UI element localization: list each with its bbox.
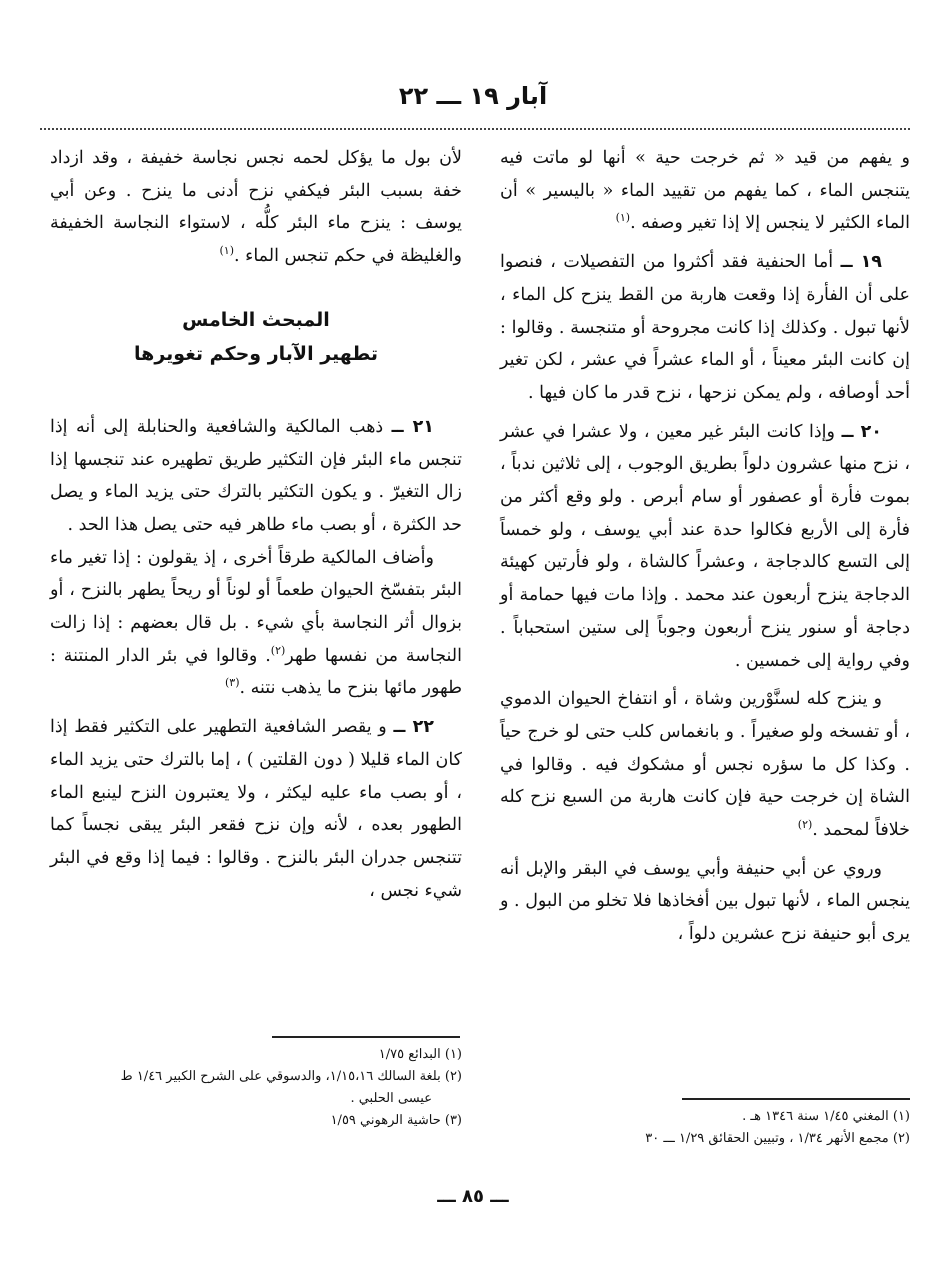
footnote: (٣) حاشية الرهوني ١/٥٩ [330, 1113, 462, 1128]
paragraph-number: ٢٠ ــ [841, 421, 882, 442]
paragraph-number: ٢١ ــ [391, 416, 434, 437]
footnote: (١) البدائع ١/٧٥ [378, 1047, 462, 1062]
footnote-ref[interactable]: (٢) [270, 643, 286, 657]
footnote-ref[interactable]: (١) [219, 244, 234, 258]
paragraph: و ينزح كله لسنَّوْرين وشاة ، أو انتفاخ الحيوان الدموي ، أو تفسخه ولو صغيراً . و بانغماس كلب حتى لو خرج حياً . وكذا كل ما سؤره نجس أو مشكوك فيه . وقالوا في الشاة إن خرجت حية فإن كانت هاربة من السبع نزح كله خلافاً لمحمد .$^{(٢)}$ [500, 689, 910, 841]
footnote-ref[interactable]: (٣) [224, 676, 240, 690]
page-number: ـــ ٨٥ ـــ [437, 1186, 509, 1207]
footnote: (٢) بلغة السالك ١/١٥،١٦، والدسوقي على الشرح الكبير ١/٤٦ ط [120, 1069, 462, 1084]
footnote-divider-right [682, 1098, 910, 1100]
paragraph-22: ٢٢ ــ و يقصر الشافعية التطهير على التكثير فقط إذا كان الماء قليلا ( دون القلتين ) ، إما بالترك حتى يزيد الماء ، أو بصب ماء عليه ليكثر ، ولا يعتبرون النزح لينبع الماء الطهور بعده ، لأنه وإن نزح فقعر البئر يبقى نجساً كما تتنجس جدران البئر بالنزح . وقالوا : فيما إذا وقع في البئر شيء نجس ، [50, 717, 462, 901]
paragraph-20: ٢٠ ــ وإذا كانت البئر غير معين ، ولا عشرا في عشر ، نزح منها عشرون دلواً بطريق الوجوب ، إلى ثلاثين ندباً ، بموت فأرة أو عصفور أو سام أبرص . ولو وقع أكثر من فأرة إلى الأربع فكالوا حدة عند أبي يوسف ، ولو خمساً إلى التسع كالدجاجة ، وعشراً كالشاة ، ولو فأرتين كهيئة الدجاجة ينزح أربعون عند محمد . وإذا مات فيها حمامة أو دجاجة أو سنور ينزح أربعون وجوباً إلى ستين استحباباً . وفي رواية إلى خمسين . [500, 421, 910, 671]
footnote-divider-left [272, 1036, 460, 1038]
section-heading [50, 303, 462, 371]
paragraph-21: ٢١ ــ ذهب المالكية والشافعية والحنابلة إلى أنه إذا تنجس ماء البئر فإن التكثير طريق تطهيره عند تنجسها إذا زال التغيرّ . و يكون التكثير بالترك حتى يزيد الماء و يصل حد الكثرة ، أو بصب ماء طاهر فيه حتى يصل هذا الحد . [50, 416, 462, 535]
right-column [500, 142, 910, 951]
section-heading-line1: المبحث الخامس [182, 308, 330, 331]
footnote: (٢) مجمع الأنهر ١/٣٤ ، وتبيين الحقائق ١/٢٩ ـــ ٣٠ [645, 1131, 910, 1146]
paragraph: لأن بول ما يؤكل لحمه نجس نجاسة خفيفة ، وقد ازداد خفة بسبب البئر فيكفي نزح أدنى ما ينزح . وعن أبي يوسف : ينزح ماء البئر كلُّه ، لاستواء النجاسة الخفيفة والغليظة في حكم تنجس الماء .$^{(١)}$ [50, 148, 462, 267]
section-heading-line2: تطهير الآبار وحكم تغويرها [134, 342, 378, 365]
footnote-ref[interactable]: (٢) [797, 818, 813, 832]
page-header-title: آبار ١٩ ـــ ٢٢ [398, 82, 548, 110]
footnote-ref[interactable]: (١) [615, 211, 631, 225]
paragraph-number: ٢٢ ــ [393, 717, 434, 738]
footnotes-left [100, 1044, 462, 1132]
footnote-continuation: عيسى الحلبي . [350, 1091, 432, 1106]
paragraph-number: ١٩ ــ [840, 252, 882, 273]
paragraph: وأضاف المالكية طرقاً أخرى ، إذ يقولون : إذا تغير ماء البئر بتفسّخ الحيوان طعماً أو لوناً أو ريحاً يطهر بالنزح ، أو بزوال أثر النجاسة بأي شيء . بل قال بعضهم : إذا زالت النجاسة من نفسها طهر$^{(٢)}$. وقالوا في بئر الدار المنتنة : طهور مائها بنزح ما يذهب نتنه .$^{(٣)}$ [50, 547, 462, 699]
paragraph: وروي عن أبي حنيفة وأبي يوسف في البقر والإبل أنه ينجس الماء ، لأنها تبول بين أفخاذها فلا تخلو من البول . و يرى أبو حنيفة نزح عشرين دلواً ، [500, 858, 910, 945]
paragraph-19: ١٩ ــ أما الحنفية فقد أكثروا من التفصيلات ، فنصوا على أن الفأرة إذا وقعت هاربة من القط ينزح كل الماء ، لأنها تبول . وكذلك إذا كانت مجروحة أو متنجسة . وقالوا : إن كانت البئر معيناً ، أو الماء عشراً في عشر ، لكن تغير أحد أوصافه ، ولم يمكن نزحها ، نزح قدر ما كان فيها . [500, 252, 910, 403]
header-dotted-rule [40, 128, 910, 130]
footnote: (١) المغني ١/٤٥ سنة ١٣٤٦ هـ . [742, 1109, 910, 1124]
paragraph: و يفهم من قيد « ثم خرجت حية » أنها لو ماتت فيه يتنجس الماء ، كما يفهم من تقييد الماء « باليسير » أن الماء الكثير لا ينجس إلا إذا تغير وصفه .$^{(١)}$ [500, 148, 910, 234]
footnotes-right [560, 1106, 910, 1150]
left-column [50, 142, 462, 907]
